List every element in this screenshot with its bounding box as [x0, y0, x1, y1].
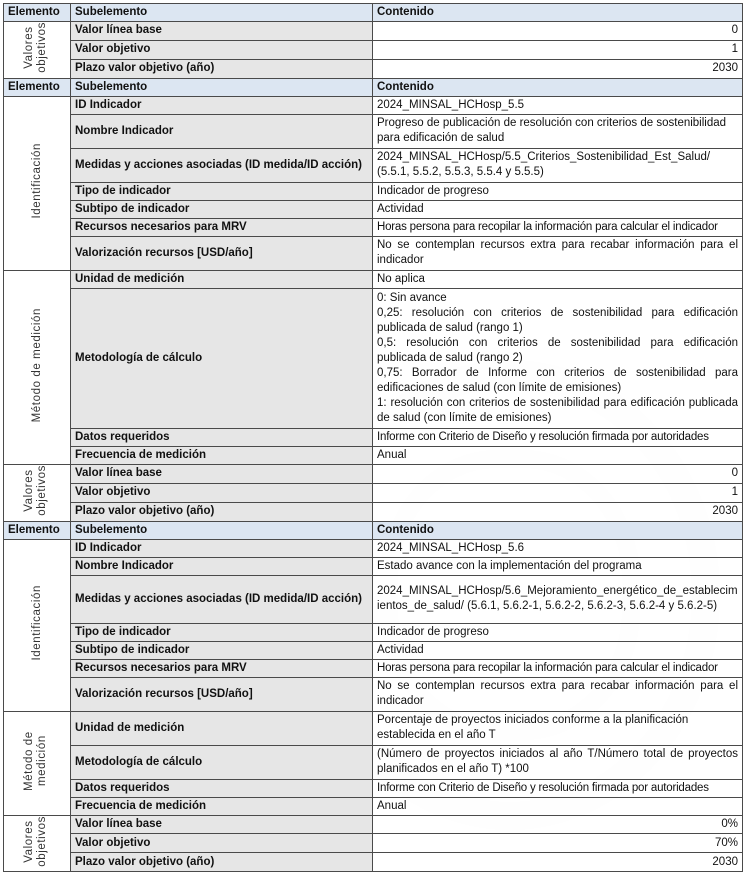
row-label: Valor línea base — [71, 22, 373, 41]
row-value: Estado avance con la implementación del programa — [373, 557, 743, 575]
table-row — [4, 218, 743, 236]
table-row — [4, 182, 743, 200]
row-label: Valorización recursos [USD/año] — [71, 677, 373, 711]
row-value: 0 — [373, 464, 743, 483]
table-row — [4, 797, 743, 815]
row-label: Metodología de cálculo — [71, 745, 373, 779]
table-row — [4, 446, 743, 464]
row-value: Porcentaje de proyectos iniciados conforme a la planificación establecida en el año T — [373, 711, 743, 745]
table-row — [4, 22, 743, 41]
row-value: Horas persona para recopilar la información para calcular el indicador — [373, 218, 743, 236]
table-row — [4, 853, 743, 872]
row-value: 1 — [373, 483, 743, 502]
table-row — [4, 502, 743, 521]
row-label: Valorización recursos [USD/año] — [71, 236, 373, 270]
row-label: Frecuencia de medición — [71, 446, 373, 464]
table-row — [4, 464, 743, 483]
row-value: Progreso de publicación de resolución con criterios de sostenibilidad para edificación de salud — [373, 114, 743, 148]
header-elemento: Elemento — [4, 521, 71, 539]
row-value: 2024_MINSAL_HCHosp_5.5 — [373, 96, 743, 114]
table-row — [4, 200, 743, 218]
table-header-row — [4, 521, 743, 539]
group-valores-objetivos — [4, 464, 71, 521]
row-value: Indicador de progreso — [373, 182, 743, 200]
table-row — [4, 288, 743, 428]
row-label: Unidad de medición — [71, 711, 373, 745]
table-row — [4, 96, 743, 114]
row-label: ID Indicador — [71, 96, 373, 114]
group-identificacion — [4, 539, 71, 711]
row-value: 1 — [373, 40, 743, 59]
group-label: Identificación — [30, 143, 43, 219]
row-label: Unidad de medición — [71, 270, 373, 288]
group-valores-objetivos — [4, 22, 71, 79]
table-row — [4, 539, 743, 557]
row-label: Recursos necesarios para MRV — [71, 218, 373, 236]
header-subelemento: Subelemento — [71, 78, 373, 96]
header-elemento: Elemento — [4, 78, 71, 96]
table-row — [4, 270, 743, 288]
method-line: 0,25: resolución con criterios de sostenibilidad para edificación publicada de salud (rango 1) — [377, 306, 738, 334]
table-row — [4, 40, 743, 59]
row-label: Valor línea base — [71, 464, 373, 483]
method-line: 0: Sin avance — [377, 291, 447, 304]
table-row — [4, 483, 743, 502]
row-label: Valor línea base — [71, 815, 373, 834]
header-elemento: Elemento — [4, 4, 71, 22]
row-value: Actividad — [373, 200, 743, 218]
header-contenido: Contenido — [373, 78, 743, 96]
row-label: Frecuencia de medición — [71, 797, 373, 815]
table-row — [4, 779, 743, 797]
group-identificacion — [4, 96, 71, 270]
row-label: Medidas y acciones asociadas (ID medida/ID acción) — [71, 575, 373, 623]
table-row — [4, 557, 743, 575]
row-value: Actividad — [373, 641, 743, 659]
table-row — [4, 815, 743, 834]
row-label: Valor objetivo — [71, 834, 373, 853]
method-line: 1: resolución con criterios de sostenibilidad para edificación publicada de salud (con límite de emisiones) — [377, 396, 738, 424]
group-label: Valores objetivos — [23, 21, 48, 73]
row-value: No aplica — [373, 270, 743, 288]
table-row — [4, 834, 743, 853]
row-value: 2024_MINSAL_HCHosp/5.5_Criterios_Sostenibilidad_Est_Salud/ (5.5.1, 5.5.2, 5.5.3, 5.5.4 y 5.5.5) — [373, 148, 743, 182]
group-label: Identificación — [30, 584, 43, 661]
row-value: No se contemplan recursos extra para recabar información para el indicador — [373, 677, 743, 711]
table-row — [4, 114, 743, 148]
table-row — [4, 745, 743, 779]
row-value: Anual — [373, 446, 743, 464]
row-label: Nombre Indicador — [71, 114, 373, 148]
table-row — [4, 659, 743, 677]
group-metodo-medicion — [4, 711, 71, 815]
table-row — [4, 148, 743, 182]
table-row — [4, 623, 743, 641]
group-label: Valores objetivos — [23, 815, 48, 867]
row-value: 2030 — [373, 853, 743, 872]
row-value: No se contemplan recursos extra para recabar información para el indicador — [373, 236, 743, 270]
row-label: Plazo valor objetivo (año) — [71, 853, 373, 872]
row-value: 2030 — [373, 59, 743, 78]
table-row — [4, 236, 743, 270]
row-value: Informe con Criterio de Diseño y resolución firmada por autoridades — [373, 779, 743, 797]
header-subelemento: Subelemento — [71, 4, 373, 22]
row-label: ID Indicador — [71, 539, 373, 557]
row-label: Metodología de cálculo — [71, 288, 373, 428]
table-row — [4, 59, 743, 78]
row-label: Datos requeridos — [71, 428, 373, 446]
table-header-row — [4, 78, 743, 96]
method-line: 0,75: Borrador de Informe con criterios de sostenibilidad para edificaciones de salud (con límite de emisiones) — [377, 366, 738, 394]
table-row — [4, 641, 743, 659]
method-line: 0,5: resolución con criterios de sostenibilidad para edificación publicada de salud (rango 2) — [377, 336, 738, 364]
group-label: Método de medición — [30, 307, 43, 422]
group-metodo-medicion — [4, 270, 71, 464]
row-label: Recursos necesarios para MRV — [71, 659, 373, 677]
row-value: 2030 — [373, 502, 743, 521]
row-label: Tipo de indicador — [71, 623, 373, 641]
row-label: Plazo valor objetivo (año) — [71, 59, 373, 78]
group-label: Método de medición — [23, 730, 48, 791]
row-value: Informe con Criterio de Diseño y resolución firmada por autoridades — [373, 428, 743, 446]
row-label: Tipo de indicador — [71, 182, 373, 200]
row-label: Subtipo de indicador — [71, 200, 373, 218]
header-contenido: Contenido — [373, 521, 743, 539]
header-contenido: Contenido — [373, 4, 743, 22]
table-row — [4, 428, 743, 446]
row-value: 0% — [373, 815, 743, 834]
row-label: Medidas y acciones asociadas (ID medida/ID acción) — [71, 148, 373, 182]
indicator-table — [3, 3, 743, 872]
row-label: Plazo valor objetivo (año) — [71, 502, 373, 521]
row-value: 2024_MINSAL_HCHosp_5.6 — [373, 539, 743, 557]
group-label: Valores objetivos — [23, 464, 48, 516]
header-subelemento: Subelemento — [71, 521, 373, 539]
row-value: Indicador de progreso — [373, 623, 743, 641]
row-value: 70% — [373, 834, 743, 853]
row-value: Anual — [373, 797, 743, 815]
row-label: Subtipo de indicador — [71, 641, 373, 659]
row-label: Valor objetivo — [71, 483, 373, 502]
table-row — [4, 711, 743, 745]
row-value: Horas persona para recopilar la información para calcular el indicador — [373, 659, 743, 677]
table-row — [4, 575, 743, 623]
row-label: Valor objetivo — [71, 40, 373, 59]
row-label: Datos requeridos — [71, 779, 373, 797]
group-valores-objetivos — [4, 815, 71, 872]
row-value: 2024_MINSAL_HCHosp/5.6_Mejoramiento_energético_de_establecimientos_de_salud/ (5.6.1, 5.6.2-1, 5.6.2-2, 5.6.2-3, 5.6.2-4 y 5.6.2-5) — [373, 575, 743, 623]
table-row — [4, 677, 743, 711]
row-value-multiline — [373, 288, 743, 428]
table-header-row — [4, 4, 743, 22]
row-label: Nombre Indicador — [71, 557, 373, 575]
row-value: (Número de proyectos iniciados al año T/Número total de proyectos planificados en el año T) *100 — [373, 745, 743, 779]
row-value: 0 — [373, 22, 743, 41]
